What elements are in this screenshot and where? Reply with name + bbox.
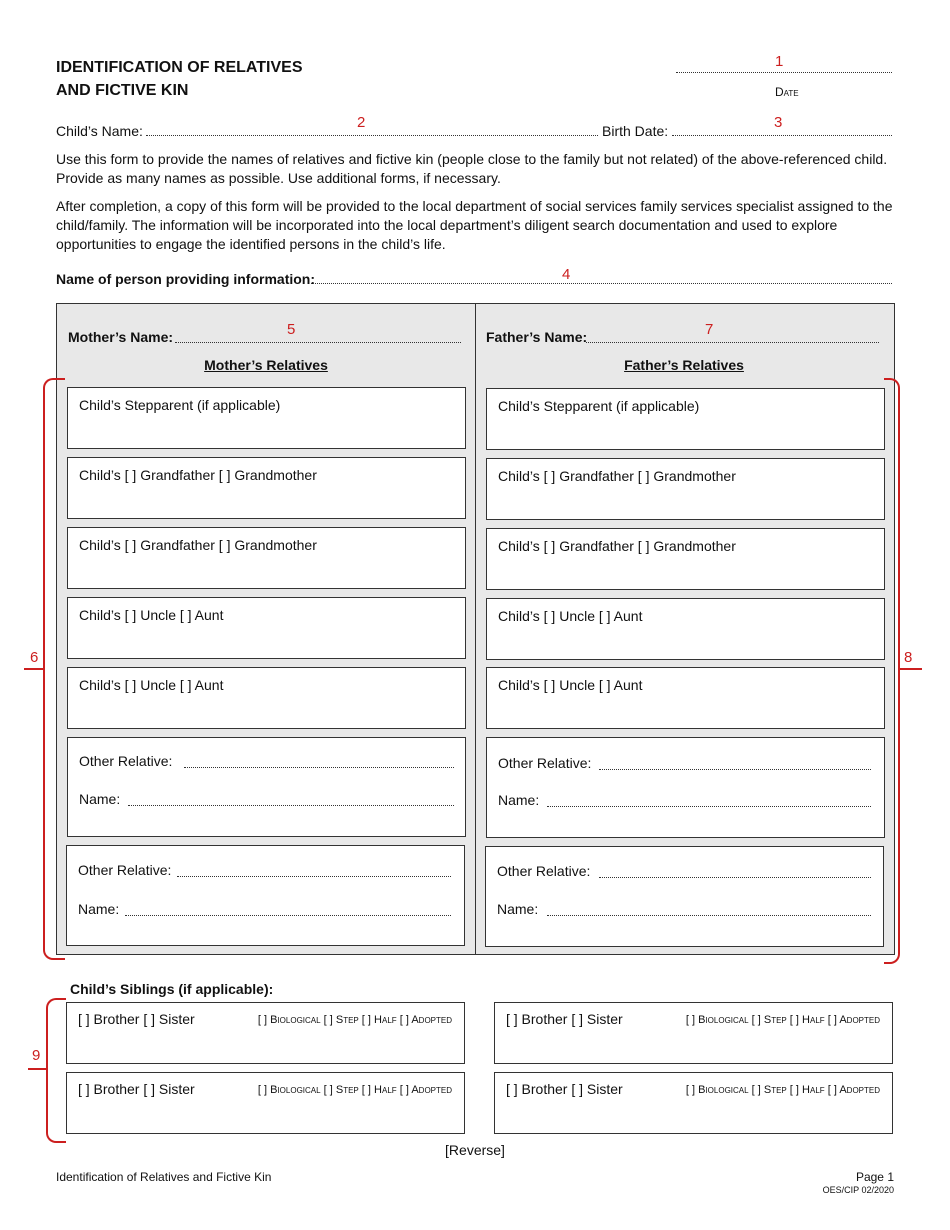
- childs-name-label: Child’s Name:: [56, 123, 143, 139]
- marker-1: 1: [775, 53, 784, 70]
- marker-8-bracket: [884, 378, 900, 964]
- box-label: Child’s [ ] Grandfather [ ] Grandmother: [79, 537, 317, 553]
- father-other-relative-box[interactable]: [486, 737, 885, 838]
- other-relative-field[interactable]: [599, 864, 871, 878]
- marker-6-tick: [24, 668, 44, 670]
- mother-uncle-aunt-box[interactable]: [67, 667, 466, 729]
- other-relative-label: Other Relative:: [498, 755, 592, 771]
- childs-name-field[interactable]: [146, 122, 598, 136]
- name-label: Name:: [79, 791, 121, 807]
- person-providing-field[interactable]: [311, 270, 892, 284]
- father-stepparent-box[interactable]: [486, 388, 885, 450]
- sibling-box[interactable]: [494, 1072, 893, 1134]
- box-label: Child’s [ ] Uncle [ ] Aunt: [498, 608, 643, 624]
- box-label: Child’s [ ] Grandfather [ ] Grandmother: [498, 468, 736, 484]
- mother-grandparent-box[interactable]: [67, 527, 466, 589]
- siblings-heading: Child’s Siblings (if applicable):: [70, 981, 274, 997]
- marker-9: 9: [32, 1047, 41, 1064]
- page-number: Page 1: [855, 1170, 894, 1184]
- sibling-box[interactable]: [494, 1002, 893, 1064]
- brother-sister-options[interactable]: [ ] Brother [ ] Sister: [506, 1081, 623, 1097]
- marker-2: 2: [357, 114, 366, 131]
- father-uncle-aunt-box[interactable]: [486, 598, 885, 660]
- mother-grandparent-box[interactable]: [67, 457, 466, 519]
- father-uncle-aunt-box[interactable]: [486, 667, 885, 729]
- fathers-name-field[interactable]: [586, 329, 879, 343]
- relation-type-options[interactable]: [ ] Biological [ ] Step [ ] Half [ ] Adopted: [257, 1014, 452, 1026]
- relation-type-options[interactable]: [ ] Biological [ ] Step [ ] Half [ ] Adopted: [685, 1084, 880, 1096]
- other-relative-field[interactable]: [184, 754, 454, 768]
- mothers-relatives-heading: Mother’s Relatives: [204, 357, 328, 373]
- date-field[interactable]: [676, 60, 892, 73]
- name-field[interactable]: [128, 792, 454, 806]
- name-field[interactable]: [125, 902, 451, 916]
- brother-sister-options[interactable]: [ ] Brother [ ] Sister: [78, 1011, 195, 1027]
- form-title-line1: IDENTIFICATION OF RELATIVES: [56, 59, 303, 76]
- father-other-relative-box[interactable]: [485, 846, 884, 947]
- date-label: Date: [775, 85, 799, 99]
- sibling-box[interactable]: [66, 1072, 465, 1134]
- marker-6: 6: [30, 649, 39, 666]
- box-label: Child’s Stepparent (if applicable): [498, 398, 700, 414]
- person-providing-label: Name of person providing information:: [56, 271, 316, 287]
- box-label: Child’s [ ] Uncle [ ] Aunt: [498, 677, 643, 693]
- form-code: OES/CIP 02/2020: [822, 1185, 894, 1195]
- form-title-line2: AND FICTIVE KIN: [56, 82, 189, 99]
- marker-5: 5: [287, 321, 296, 338]
- marker-8-tick: [898, 668, 922, 670]
- marker-3: 3: [774, 114, 783, 131]
- brother-sister-options[interactable]: [ ] Brother [ ] Sister: [506, 1011, 623, 1027]
- marker-9-tick: [28, 1068, 47, 1070]
- marker-8: 8: [904, 649, 913, 666]
- mother-stepparent-box[interactable]: [67, 387, 466, 449]
- mother-other-relative-box[interactable]: [66, 845, 465, 946]
- instructions-paragraph-1: Use this form to provide the names of relatives and fictive kin (people close to the family but not related) of the above-referenced child. Provide as many names as possible. Use additional forms, if necessary.: [56, 151, 888, 186]
- relation-type-options[interactable]: [ ] Biological [ ] Step [ ] Half [ ] Adopted: [685, 1014, 880, 1026]
- other-relative-label: Other Relative:: [79, 753, 173, 769]
- father-grandparent-box[interactable]: [486, 458, 885, 520]
- birth-date-label: Birth Date:: [602, 123, 669, 139]
- brother-sister-options[interactable]: [ ] Brother [ ] Sister: [78, 1081, 195, 1097]
- name-label: Name:: [497, 901, 539, 917]
- reverse-note: [Reverse]: [445, 1142, 505, 1158]
- box-label: Child’s [ ] Uncle [ ] Aunt: [79, 677, 224, 693]
- name-field[interactable]: [547, 793, 871, 807]
- other-relative-field[interactable]: [599, 756, 871, 770]
- marker-4: 4: [562, 266, 571, 283]
- marker-7: 7: [705, 321, 714, 338]
- instructions-paragraph-2: After completion, a copy of this form will be provided to the local department of social services family services specialist assigned to the child/family. The information will be incorporated into the local department’s diligent search documentation and used to explore opportunities to engage the identified persons in the child’s life.: [56, 198, 893, 252]
- other-relative-label: Other Relative:: [497, 863, 591, 879]
- name-label: Name:: [498, 792, 540, 808]
- relation-type-options[interactable]: [ ] Biological [ ] Step [ ] Half [ ] Adopted: [257, 1084, 452, 1096]
- other-relative-label: Other Relative:: [78, 862, 172, 878]
- fathers-relatives-heading: Father’s Relatives: [624, 357, 744, 373]
- name-field[interactable]: [547, 902, 871, 916]
- fathers-name-label: Father’s Name:: [486, 329, 588, 345]
- mothers-name-field[interactable]: [175, 329, 461, 343]
- sibling-box[interactable]: [66, 1002, 465, 1064]
- marker-9-bracket: [46, 998, 66, 1143]
- marker-6-bracket: [43, 378, 65, 960]
- box-label: Child’s [ ] Grandfather [ ] Grandmother: [79, 467, 317, 483]
- name-label: Name:: [78, 901, 120, 917]
- father-grandparent-box[interactable]: [486, 528, 885, 590]
- mothers-name-label: Mother’s Name:: [68, 329, 174, 345]
- footer-form-title: Identification of Relatives and Fictive Kin: [56, 1170, 272, 1184]
- mother-uncle-aunt-box[interactable]: [67, 597, 466, 659]
- box-label: Child’s [ ] Grandfather [ ] Grandmother: [498, 538, 736, 554]
- mother-other-relative-box[interactable]: [67, 737, 466, 837]
- other-relative-field[interactable]: [177, 863, 451, 877]
- box-label: Child’s [ ] Uncle [ ] Aunt: [79, 607, 224, 623]
- box-label: Child’s Stepparent (if applicable): [79, 397, 281, 413]
